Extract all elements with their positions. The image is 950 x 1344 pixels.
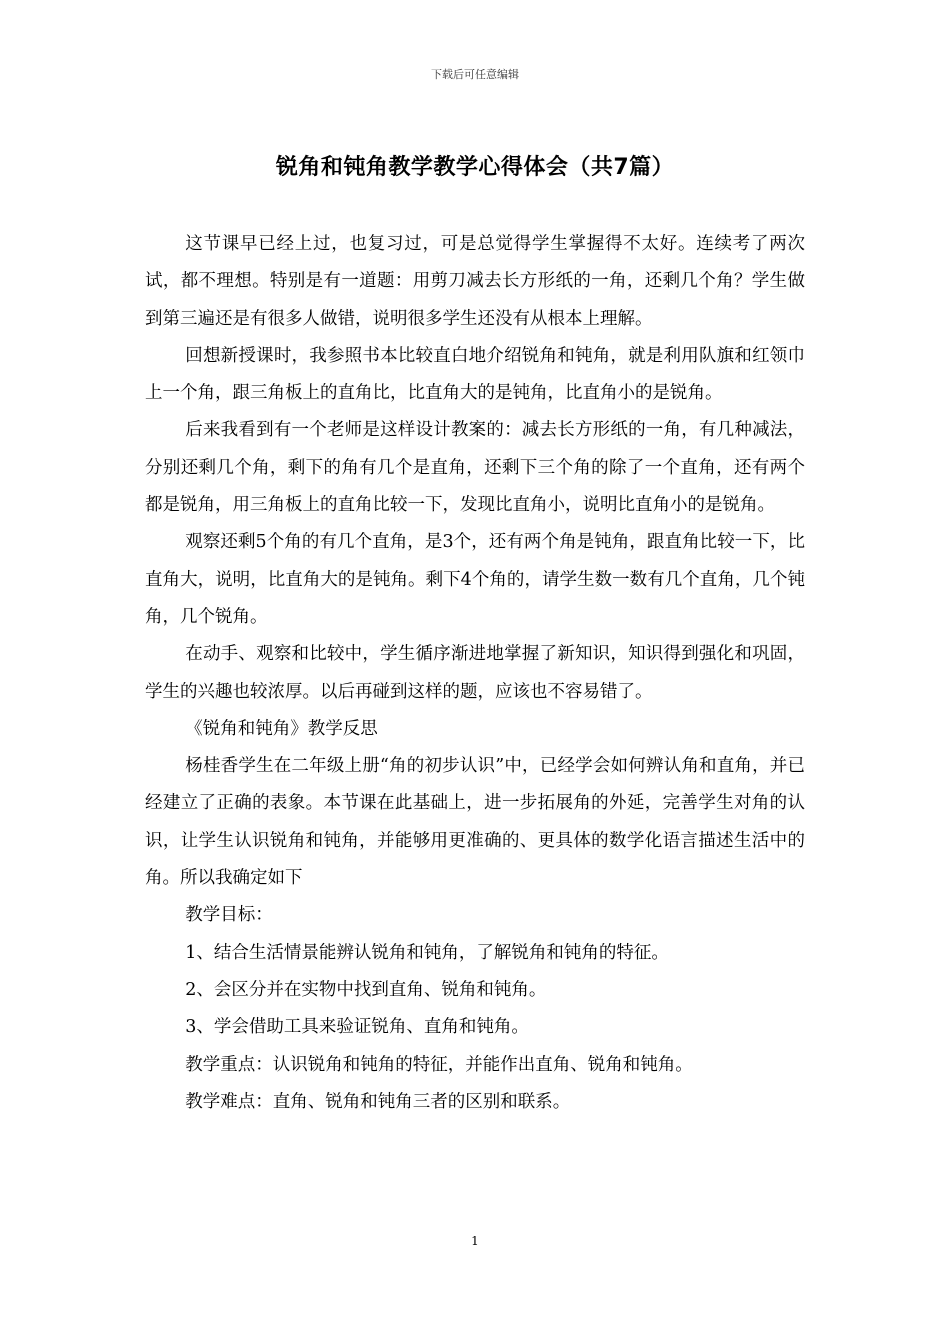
paragraph: 在动手、观察和比较中，学生循序渐进地掌握了新知识，知识得到强化和巩固，学生的兴趣也较浓厚。以后再碰到这样的题，应该也不容易错了。 (145, 644, 805, 702)
key-points: 教学重点：认识锐角和钝角的特征，并能作出直角、锐角和钝角。 (185, 1054, 693, 1075)
document-body (145, 226, 805, 1121)
paragraph: 这节课早已经上过，也复习过，可是总觉得学生掌握得不太好。连续考了两次试，都不理想。特别是有一道题：用剪刀减去长方形纸的一角，还剩几个角？学生做到第三遍还是有很多人做错，说明很多学生还没有从根本上理解。 (145, 234, 805, 329)
difficult-points: 教学难点：直角、锐角和钝角三者的区别和联系。 (185, 1091, 571, 1112)
objective-item: 3、学会借助工具来验证锐角、直角和钝角。 (185, 1017, 529, 1038)
paragraph: 后来我看到有一个老师是这样设计教案的：减去长方形纸的一角，有几种减法，分别还剩几个角，剩下的角有几个是直角，还剩下三个角的除了一个直角，还有两个都是锐角，用三角板上的直角比较一下，发现比直角小，说明比直角小的是锐角。 (145, 420, 805, 516)
paragraph: 杨桂香学生在二年级上册“角的初步认识”中，已经学会如何辨认角和直角，并已经建立了正确的表象。本节课在此基础上，进一步拓展角的外延，完善学生对角的认识，让学生认识锐角和钝角，并能够用更准确的、更具体的数学化语言描述生活中的角。所以我确定如下 (145, 756, 805, 889)
objectives-heading: 教学目标： (185, 905, 273, 926)
objective-item: 2、会区分并在实物中找到直角、锐角和钝角。 (185, 979, 547, 1000)
paragraph: 观察还剩5个角的有几个直角，是3个，还有两个角是钝角，跟直角比较一下，比直角大，说明，比直角大的是钝角。剩下4个角的，请学生数一数有几个直角，几个钝角，几个锐角。 (145, 532, 805, 627)
section-heading: 《锐角和钝角》教学反思 (185, 718, 378, 739)
objective-item: 1、结合生活情景能辨认锐角和钝角，了解锐角和钝角的特征。 (185, 942, 669, 963)
document-title: 锐角和钝角教学教学心得体会（共7篇） (275, 155, 675, 180)
page-number: 1 (471, 1234, 479, 1248)
paragraph: 回想新授课时，我参照书本比较直白地介绍锐角和钝角，就是利用队旗和红领巾上一个角，跟三角板上的直角比，比直角大的是钝角，比直角小的是锐角。 (145, 345, 805, 404)
page-header: 下载后可任意编辑 (431, 68, 519, 81)
